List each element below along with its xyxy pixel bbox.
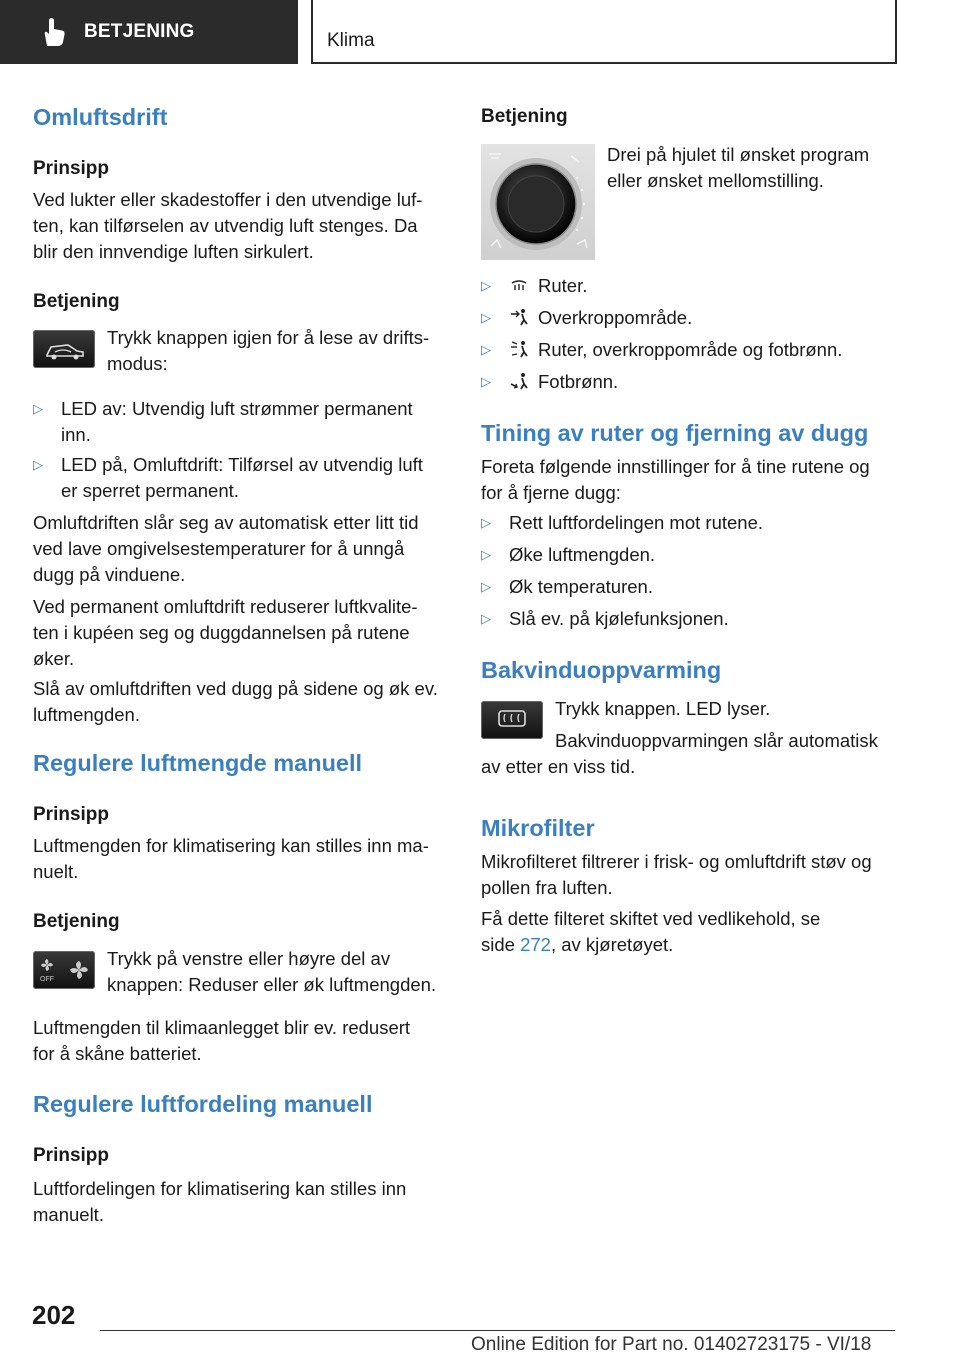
bullet-triangle-icon: ▷ [33, 457, 43, 472]
bakvindu-paragraph: Bakvinduoppvarmingen slår automatisk av etter en viss tid. [481, 730, 878, 777]
luftmengde-paragraph-1: Luftmengden for klimatisering kan stilles inn ma- nuelt. [33, 835, 429, 882]
omluft-paragraph-2: Omluftdriften slår seg av automatisk etter litt tid ved lave omgivelsestemperaturer for å unngå dugg på vinduene. [33, 512, 419, 585]
prinsipp-heading: Prinsipp [33, 158, 110, 179]
tining-title: Tining av ruter og fjerning av dugg [481, 420, 869, 446]
luftmengde-title: Regulere luftmengde manuell [33, 750, 363, 776]
windshield-defrost-icon [509, 275, 529, 295]
luftfordeling-paragraph-1: Luftfordelingen for klimatisering kan stilles inn manuelt. [33, 1178, 407, 1225]
prinsipp-heading: Prinsipp [33, 804, 110, 825]
hand-pointer-icon [36, 15, 70, 49]
mikrofilter-title: Mikrofilter [481, 815, 595, 841]
bullet-triangle-icon: ▷ [481, 515, 491, 530]
rear-window-button-text: Trykk knappen. LED lyser. [555, 698, 771, 719]
footwell-airflow-icon [509, 371, 529, 391]
chapter-header [311, 0, 897, 64]
chapter-label: Klima [327, 30, 375, 51]
mikrofilter-paragraph-1: Mikrofilteret filtrerer i frisk- og omluftdrift støv og pollen fra luften. [481, 851, 872, 898]
all-zones-airflow-icon [509, 339, 529, 359]
omluft-paragraph-4: Slå av omluftdriften ved dugg på sidene og øk ev. luftmengden. [33, 678, 438, 725]
section-label: BETJENING [84, 21, 195, 42]
omluft-title: Omluftsdrift [33, 104, 168, 130]
luftmengde-paragraph-2: Luftmengden til klimaanlegget blir ev. redusert for å skåne batteriet. [33, 1017, 411, 1064]
fan-icon [33, 951, 95, 989]
bullet-triangle-icon: ▷ [33, 401, 43, 416]
betjening-heading: Betjening [481, 106, 568, 127]
bakvindu-title: Bakvinduoppvarming [481, 657, 722, 683]
edition-note: Online Edition for Part no. 01402723175 - VI/18 [471, 1334, 872, 1355]
page-number: 202 [32, 1300, 76, 1330]
prinsipp-heading: Prinsipp [33, 1145, 110, 1166]
fan-button-text: Trykk på venstre eller høyre del av knappen: Reduser eller øk luftmengden. [107, 948, 437, 995]
bullet-triangle-icon: ▷ [481, 342, 491, 357]
section-tab [0, 0, 298, 64]
omluft-paragraph-3: Ved permanent omluftdrift reduserer luftkvalite- ten i kupéen seg og duggdannelsen på rutene øker. [33, 596, 418, 669]
rotary-dial-icon [481, 144, 595, 260]
mikrofilter-paragraph-2: Få dette filteret skiftet ved vedlikehold, se side 272, av kjøretøyet. [481, 908, 821, 955]
bullet-triangle-icon: ▷ [481, 374, 491, 389]
betjening-heading: Betjening [33, 911, 120, 932]
bullet-triangle-icon: ▷ [481, 547, 491, 562]
recirculation-button-text: Trykk knappen igjen for å lese av drifts- modus: [107, 327, 430, 374]
bullet-triangle-icon: ▷ [481, 310, 491, 325]
bullet-triangle-icon: ▷ [481, 611, 491, 626]
svg-text:OFF: OFF [40, 976, 54, 983]
recirculation-button-image [33, 330, 95, 368]
dial-text: Drei på hjulet til ønsket program eller ønsket mellomstilling. [607, 144, 870, 191]
footer-divider [100, 1330, 895, 1331]
bullet-triangle-icon: ▷ [481, 579, 491, 594]
betjening-heading: Betjening [33, 291, 120, 312]
bullet-triangle-icon: ▷ [481, 278, 491, 293]
air-distribution-dial-image [481, 144, 595, 260]
car-recirculation-icon [33, 330, 95, 368]
tining-paragraph: Foreta følgende innstillinger for å tine rutene og for å fjerne dugg: [481, 456, 870, 503]
fan-button-image [33, 951, 95, 989]
omluft-paragraph-1: Ved lukter eller skadestoffer i den utvendige luf- ten, kan tilførselen av utvendig luft stenges. Da blir den innvendige luften sirkulert. [33, 189, 423, 262]
upper-body-airflow-icon [509, 307, 529, 327]
luftfordeling-title: Regulere luftfordeling manuell [33, 1091, 373, 1117]
page-reference-link[interactable]: 272 [520, 934, 551, 955]
